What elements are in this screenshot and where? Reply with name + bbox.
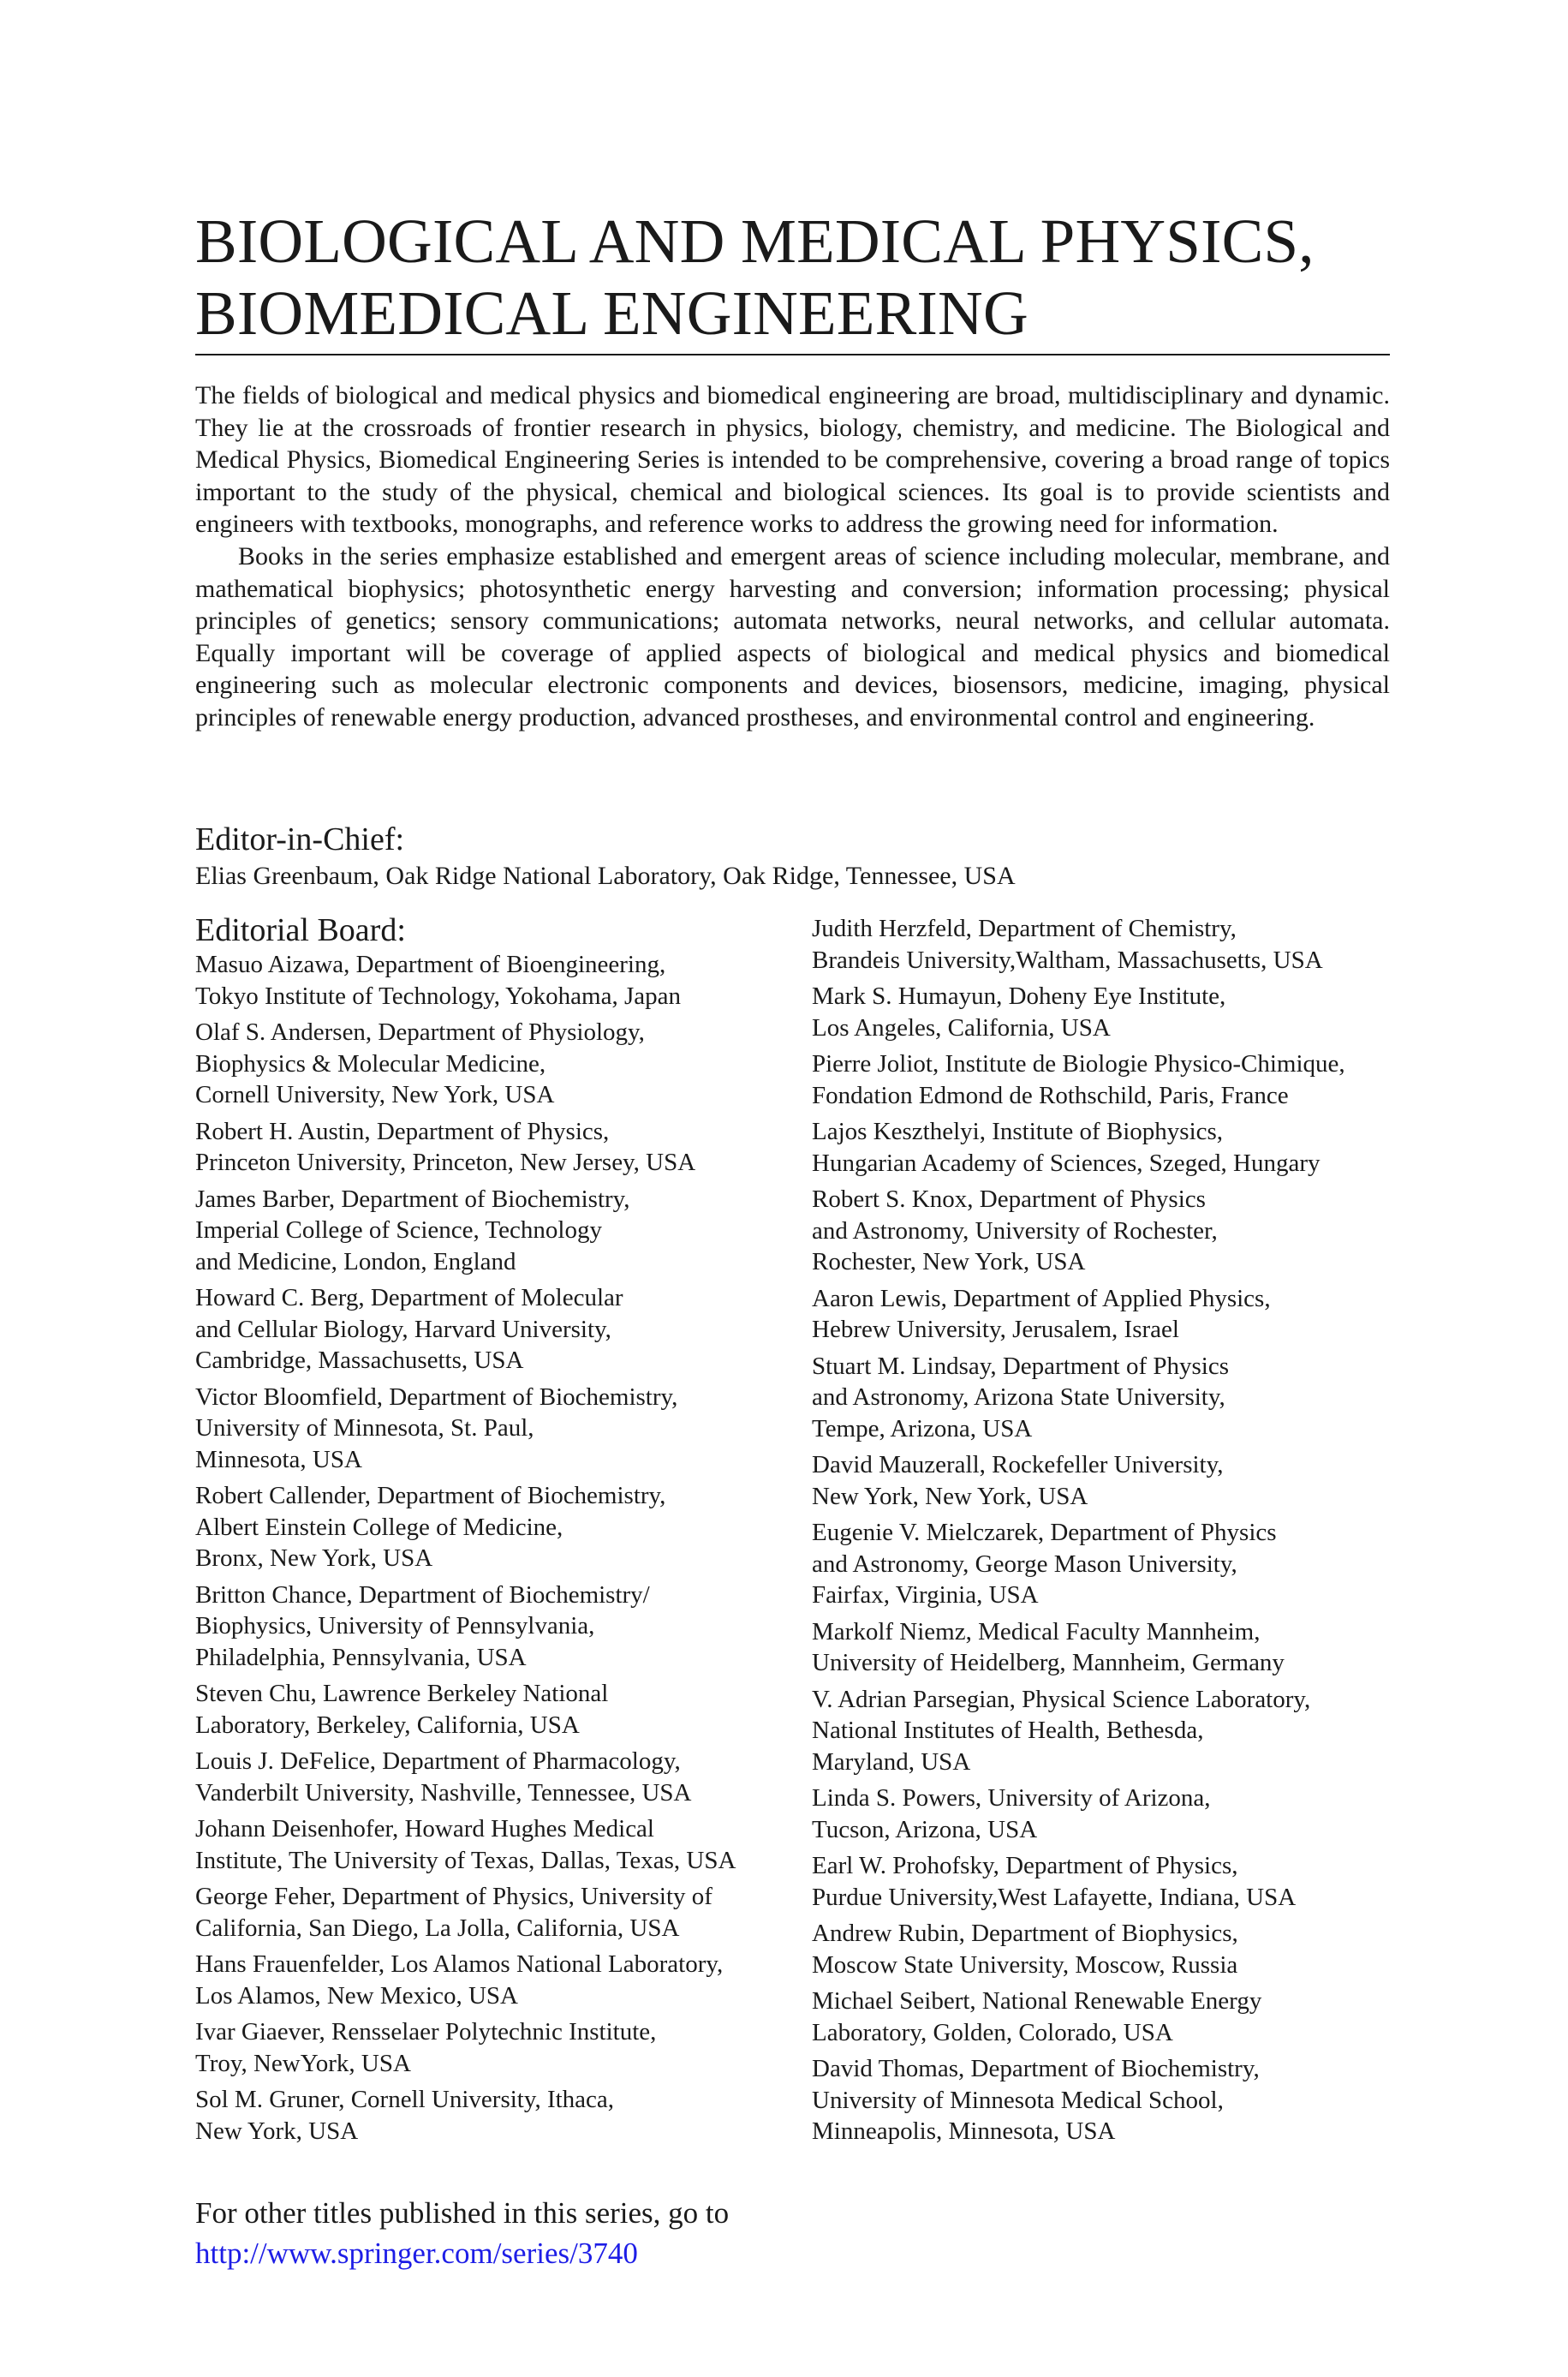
board-member-line: Earl W. Prohofsky, Department of Physics, <box>812 1852 1238 1879</box>
board-member-line: Johann Deisenhofer, Howard Hughes Medical <box>195 1815 654 1842</box>
series-link[interactable]: http://www.springer.com/series/3740 <box>195 2237 638 2270</box>
board-member-line: Pierre Joliot, Institute de Biologie Physico-Chimique, <box>812 1050 1345 1078</box>
board-member-entry <box>812 1184 1411 1278</box>
board-member-line: and Astronomy, University of Rochester, <box>812 1216 1218 1245</box>
board-member-line: Purdue University,West Lafayette, Indiana, USA <box>812 1883 1297 1911</box>
board-member-line: Vanderbilt University, Nashville, Tennessee, USA <box>195 1778 692 1807</box>
board-member-entry <box>812 1048 1411 1111</box>
board-member-line: David Thomas, Department of Biochemistry, <box>812 2055 1260 2082</box>
board-member-line: University of Minnesota, St. Paul, <box>195 1414 534 1442</box>
board-member-line: Linda S. Powers, University of Arizona, <box>812 1784 1211 1812</box>
board-member-line: George Feher, Department of Physics, University of <box>195 1883 712 1910</box>
board-member-line: Minnesota, USA <box>195 1445 362 1473</box>
board-member-entry <box>195 949 795 1012</box>
board-member-line: Olaf S. Andersen, Department of Physiology, <box>195 1018 645 1046</box>
board-member-line: Michael Seibert, National Renewable Energy <box>812 1987 1262 2015</box>
board-member-line: Ivar Giaever, Rensselaer Polytechnic Institute, <box>195 2018 657 2046</box>
board-member-line: Minneapolis, Minnesota, USA <box>812 2117 1116 2145</box>
board-member-line: Biophysics & Molecular Medicine, <box>195 1049 546 1078</box>
board-member-entry <box>195 1282 795 1377</box>
board-member-entry <box>812 1684 1411 1778</box>
board-member-entry <box>812 1116 1411 1179</box>
board-member-line: Bronx, New York, USA <box>195 1544 433 1572</box>
board-member-line: Victor Bloomfield, Department of Biochemistry, <box>195 1383 678 1411</box>
series-description <box>195 379 1390 734</box>
footer-text: For other titles published in this series, go to <box>195 2196 730 2230</box>
board-member-line: Hans Frauenfelder, Los Alamos National Laboratory, <box>195 1950 724 1978</box>
board-member-entry <box>812 1850 1411 1913</box>
board-member-entry <box>812 1616 1411 1679</box>
board-member-line: New York, USA <box>195 2117 359 2145</box>
board-member-line: Tokyo Institute of Technology, Yokohama, Japan <box>195 982 682 1010</box>
board-member-line: and Medicine, London, England <box>195 1247 516 1275</box>
series-title-line-2: BIOMEDICAL ENGINEERING <box>195 278 1028 348</box>
board-member-line: Howard C. Berg, Department of Molecular <box>195 1284 623 1311</box>
board-member-line: University of Heidelberg, Mannheim, Germany <box>812 1649 1285 1676</box>
board-member-line: Laboratory, Golden, Colorado, USA <box>812 2018 1173 2046</box>
intro-paragraph-2: Books in the series emphasize established and emergent areas of science including molecular, membrane, and mathematical biophysics; photosynthetic energy harvesting and conversion; information processing; physical principles of genetics; sensory communications; automata networks, neural networks, and cellular automata. Equally important will be coverage of applied aspects of biological and medical physics and biomedical engineering such as molecular electronic components and devices, biosensors, medicine, imaging, physical principles of renewable energy production, advanced prostheses, and environmental control and engineering. <box>195 541 1390 732</box>
board-member-entry <box>195 1017 795 1111</box>
board-member-entry <box>195 1678 795 1741</box>
board-member-line: New York, New York, USA <box>812 1482 1088 1510</box>
board-member-line: National Institutes of Health, Bethesda, <box>812 1717 1204 1744</box>
board-member-line: Philadelphia, Pennsylvania, USA <box>195 1643 527 1671</box>
board-member-line: Cornell University, New York, USA <box>195 1081 555 1108</box>
board-member-line: Moscow State University, Moscow, Russia <box>812 1950 1238 1979</box>
board-member-entry <box>812 913 1411 976</box>
board-member-line: Robert Callender, Department of Biochemistry, <box>195 1482 666 1509</box>
board-member-line: Steven Chu, Lawrence Berkeley National <box>195 1680 609 1707</box>
board-member-entry <box>195 1116 795 1179</box>
board-member-line: and Astronomy, George Mason University, <box>812 1550 1237 1578</box>
board-member-entry <box>195 1184 795 1278</box>
board-member-line: Aaron Lewis, Department of Applied Physics, <box>812 1284 1271 1312</box>
board-member-line: Tucson, Arizona, USA <box>812 1815 1038 1843</box>
board-member-line: Britton Chance, Department of Biochemistry/ <box>195 1580 650 1609</box>
board-member-line: Robert S. Knox, Department of Physics <box>812 1186 1206 1213</box>
board-member-entry <box>812 1449 1411 1512</box>
board-member-line: James Barber, Department of Biochemistry, <box>195 1185 630 1213</box>
board-member-line: Fondation Edmond de Rothschild, Paris, France <box>812 1081 1289 1109</box>
board-member-line: Stuart M. Lindsay, Department of Physics <box>812 1352 1230 1380</box>
board-member-entry <box>195 1949 795 2011</box>
board-member-line: Hungarian Academy of Sciences, Szeged, Hungary <box>812 1149 1321 1177</box>
board-member-entry <box>812 981 1411 1043</box>
board-member-entry <box>812 1783 1411 1845</box>
board-member-entry <box>195 1480 795 1574</box>
board-member-line: Eugenie V. Mielczarek, Department of Physics <box>812 1519 1277 1546</box>
board-member-line: University of Minnesota Medical School, <box>812 2086 1224 2114</box>
board-member-line: Los Angeles, California, USA <box>812 1013 1111 1042</box>
board-member-line: Andrew Rubin, Department of Biophysics, <box>812 1920 1238 1947</box>
board-member-line: Louis J. DeFelice, Department of Pharmacology, <box>195 1747 681 1775</box>
board-member-line: Los Alamos, New Mexico, USA <box>195 1981 518 2010</box>
board-member-line: Imperial College of Science, Technology <box>195 1216 602 1244</box>
series-title-line-1: BIOLOGICAL AND MEDICAL PHYSICS, <box>195 206 1315 276</box>
board-member-line: Institute, The University of Texas, Dallas, Texas, USA <box>195 1846 736 1874</box>
board-member-line: Robert H. Austin, Department of Physics, <box>195 1117 610 1145</box>
board-member-line: Troy, NewYork, USA <box>195 2049 411 2077</box>
board-member-line: Sol M. Gruner, Cornell University, Ithaca, <box>195 2086 615 2113</box>
board-member-line: and Astronomy, Arizona State University, <box>812 1383 1225 1411</box>
board-member-entry <box>812 1283 1411 1346</box>
board-member-entry <box>195 1813 795 1876</box>
board-member-entry <box>812 1351 1411 1445</box>
board-member-entry <box>195 1746 795 1808</box>
board-member-line: Lajos Keszthelyi, Institute of Biophysics, <box>812 1118 1224 1145</box>
board-member-line: Albert Einstein College of Medicine, <box>195 1513 563 1541</box>
board-member-line: Tempe, Arizona, USA <box>812 1414 1033 1442</box>
board-member-line: Judith Herzfeld, Department of Chemistry, <box>812 915 1237 942</box>
board-member-line: Hebrew University, Jerusalem, Israel <box>812 1316 1179 1343</box>
board-member-line: Laboratory, Berkeley, California, USA <box>195 1711 580 1739</box>
board-member-line: Biophysics, University of Pennsylvania, <box>195 1612 595 1639</box>
editor-in-chief-heading: Editor-in-Chief: <box>195 821 405 857</box>
board-member-entry <box>812 2053 1411 2147</box>
board-member-entry <box>812 1517 1411 1611</box>
board-member-line: Masuo Aizawa, Department of Bioengineering, <box>195 951 666 978</box>
board-member-line: Maryland, USA <box>812 1747 971 1776</box>
board-member-line: and Cellular Biology, Harvard University, <box>195 1315 611 1343</box>
board-member-line: California, San Diego, La Jolla, California, USA <box>195 1914 680 1942</box>
board-member-line: Fairfax, Virginia, USA <box>812 1581 1039 1609</box>
board-member-entry <box>195 1881 795 1944</box>
board-member-entry <box>195 1580 795 1674</box>
board-member-line: Princeton University, Princeton, New Jersey, USA <box>195 1149 696 1176</box>
editorial-board-left-column <box>195 949 795 2152</box>
board-member-entry <box>812 1986 1411 2048</box>
board-member-line: V. Adrian Parsegian, Physical Science Laboratory, <box>812 1685 1311 1713</box>
board-member-entry <box>195 1382 795 1476</box>
board-member-entry <box>195 2084 795 2147</box>
editor-in-chief-name: Elias Greenbaum, Oak Ridge National Laboratory, Oak Ridge, Tennessee, USA <box>195 862 1016 890</box>
board-member-line: Brandeis University,Waltham, Massachusetts, USA <box>812 946 1323 974</box>
board-member-line: David Mauzerall, Rockefeller University, <box>812 1451 1224 1478</box>
board-member-line: Rochester, New York, USA <box>812 1248 1086 1275</box>
editorial-board-right-column <box>812 913 1411 2153</box>
title-divider <box>195 354 1390 355</box>
board-member-entry <box>195 2016 795 2079</box>
board-member-line: Mark S. Humayun, Doheny Eye Institute, <box>812 982 1226 1010</box>
board-member-entry <box>812 1918 1411 1980</box>
intro-paragraph-1: The fields of biological and medical physics and biomedical engineering are broad, multidisciplinary and dynamic. They lie at the crossroads of frontier research in physics, biology, chemistry, and medicine. The Biological and Medical Physics, Biomedical Engineering Series is intended to be comprehensive, covering a broad range of topics important to the study of the physical, chemical and biological sciences. Its goal is to provide scientists and engineers with textbooks, monographs, and reference works to address the growing need for information. <box>195 381 1390 539</box>
series-title <box>195 206 1394 349</box>
board-member-line: Markolf Niemz, Medical Faculty Mannheim, <box>812 1617 1261 1645</box>
board-member-line: Cambridge, Massachusetts, USA <box>195 1347 524 1374</box>
editorial-board-heading: Editorial Board: <box>195 912 406 948</box>
